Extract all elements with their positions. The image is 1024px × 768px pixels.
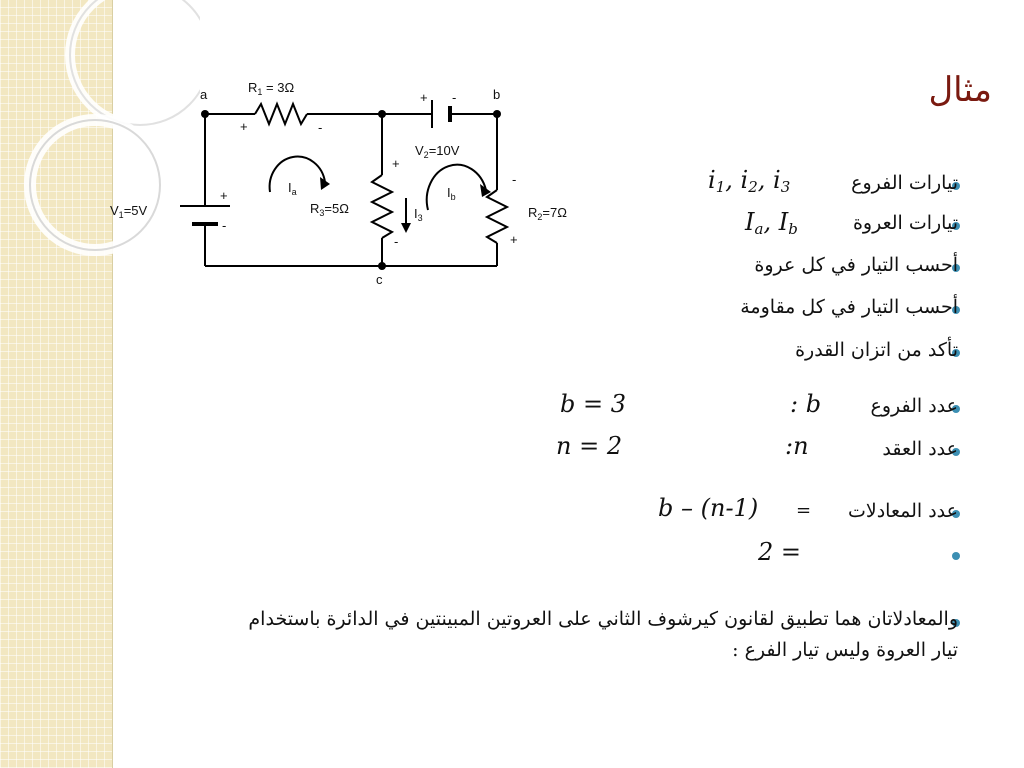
- v2-minus: -: [452, 90, 457, 105]
- closing-paragraph: والمعادلاتان هما تطبيق لقانون كيرشوف الثاني على العروتين المبينتين في الدائرة باستخدام تيار العروة وليس تيار الفرع :: [248, 608, 958, 661]
- list-item-branch-currents: تيارات الفروع: [851, 172, 958, 194]
- r3-minus: -: [394, 234, 399, 249]
- slide-title: مثال: [928, 70, 992, 110]
- list-item-power-balance-step: تأكد من اتزان القدرة: [795, 339, 958, 361]
- loop-currents-math: $I_a$, $I_b$: [745, 208, 798, 238]
- node-a-label: a: [200, 87, 208, 102]
- r2-minus: -: [512, 172, 517, 187]
- v1-plus: +: [220, 188, 228, 203]
- equation-equals: =: [796, 500, 812, 521]
- list-item-resistor-current-step: أحسب التيار في كل مقاومة: [740, 296, 958, 318]
- list-item-node-count: عدد العقد: [882, 438, 958, 460]
- loop-b-label: $I_b$: [447, 185, 456, 202]
- branch-currents-math: $i_1$, $i_2$, $i_3$: [708, 166, 791, 196]
- node-count-value: n = 2: [556, 432, 623, 460]
- branch-count-symbol: : b: [790, 390, 822, 418]
- equation-expression: b – (n-1): [658, 494, 759, 522]
- r3-label: $R_3=5\Omega$: [310, 201, 349, 218]
- list-item-branch-count: عدد الفروع: [870, 395, 958, 417]
- r1-label: $R_1 = 3\Omega$: [248, 80, 295, 97]
- r2-plus: +: [510, 232, 518, 247]
- node-c-label: c: [376, 272, 383, 287]
- r1-plus: +: [240, 119, 248, 134]
- equation-result: 2 =: [758, 538, 802, 566]
- bullet-marker: [952, 552, 960, 560]
- decorative-sidebar: [0, 0, 113, 768]
- i3-label: $I_3$: [414, 206, 423, 223]
- v2-label: $V_2=10V$: [415, 143, 460, 160]
- list-item-loop-currents: تيارات العروة: [852, 212, 958, 234]
- list-item-equation-count: عدد المعادلات: [847, 500, 958, 522]
- list-item-loop-current-step: أحسب التيار في كل عروة: [754, 254, 958, 276]
- node-count-symbol: :n: [785, 432, 809, 460]
- loop-a-label: $I_a$: [288, 180, 297, 197]
- v2-plus: +: [420, 90, 428, 105]
- node-b-label: b: [493, 87, 501, 102]
- r1-minus: -: [318, 120, 323, 135]
- r3-plus: +: [392, 156, 400, 171]
- v1-minus: -: [222, 218, 227, 233]
- v1-label: $V_1=5V$: [110, 203, 148, 220]
- r2-label: $R_2=7\Omega$: [528, 205, 567, 222]
- branch-count-value: b = 3: [560, 390, 626, 418]
- circuit-diagram: [110, 80, 590, 290]
